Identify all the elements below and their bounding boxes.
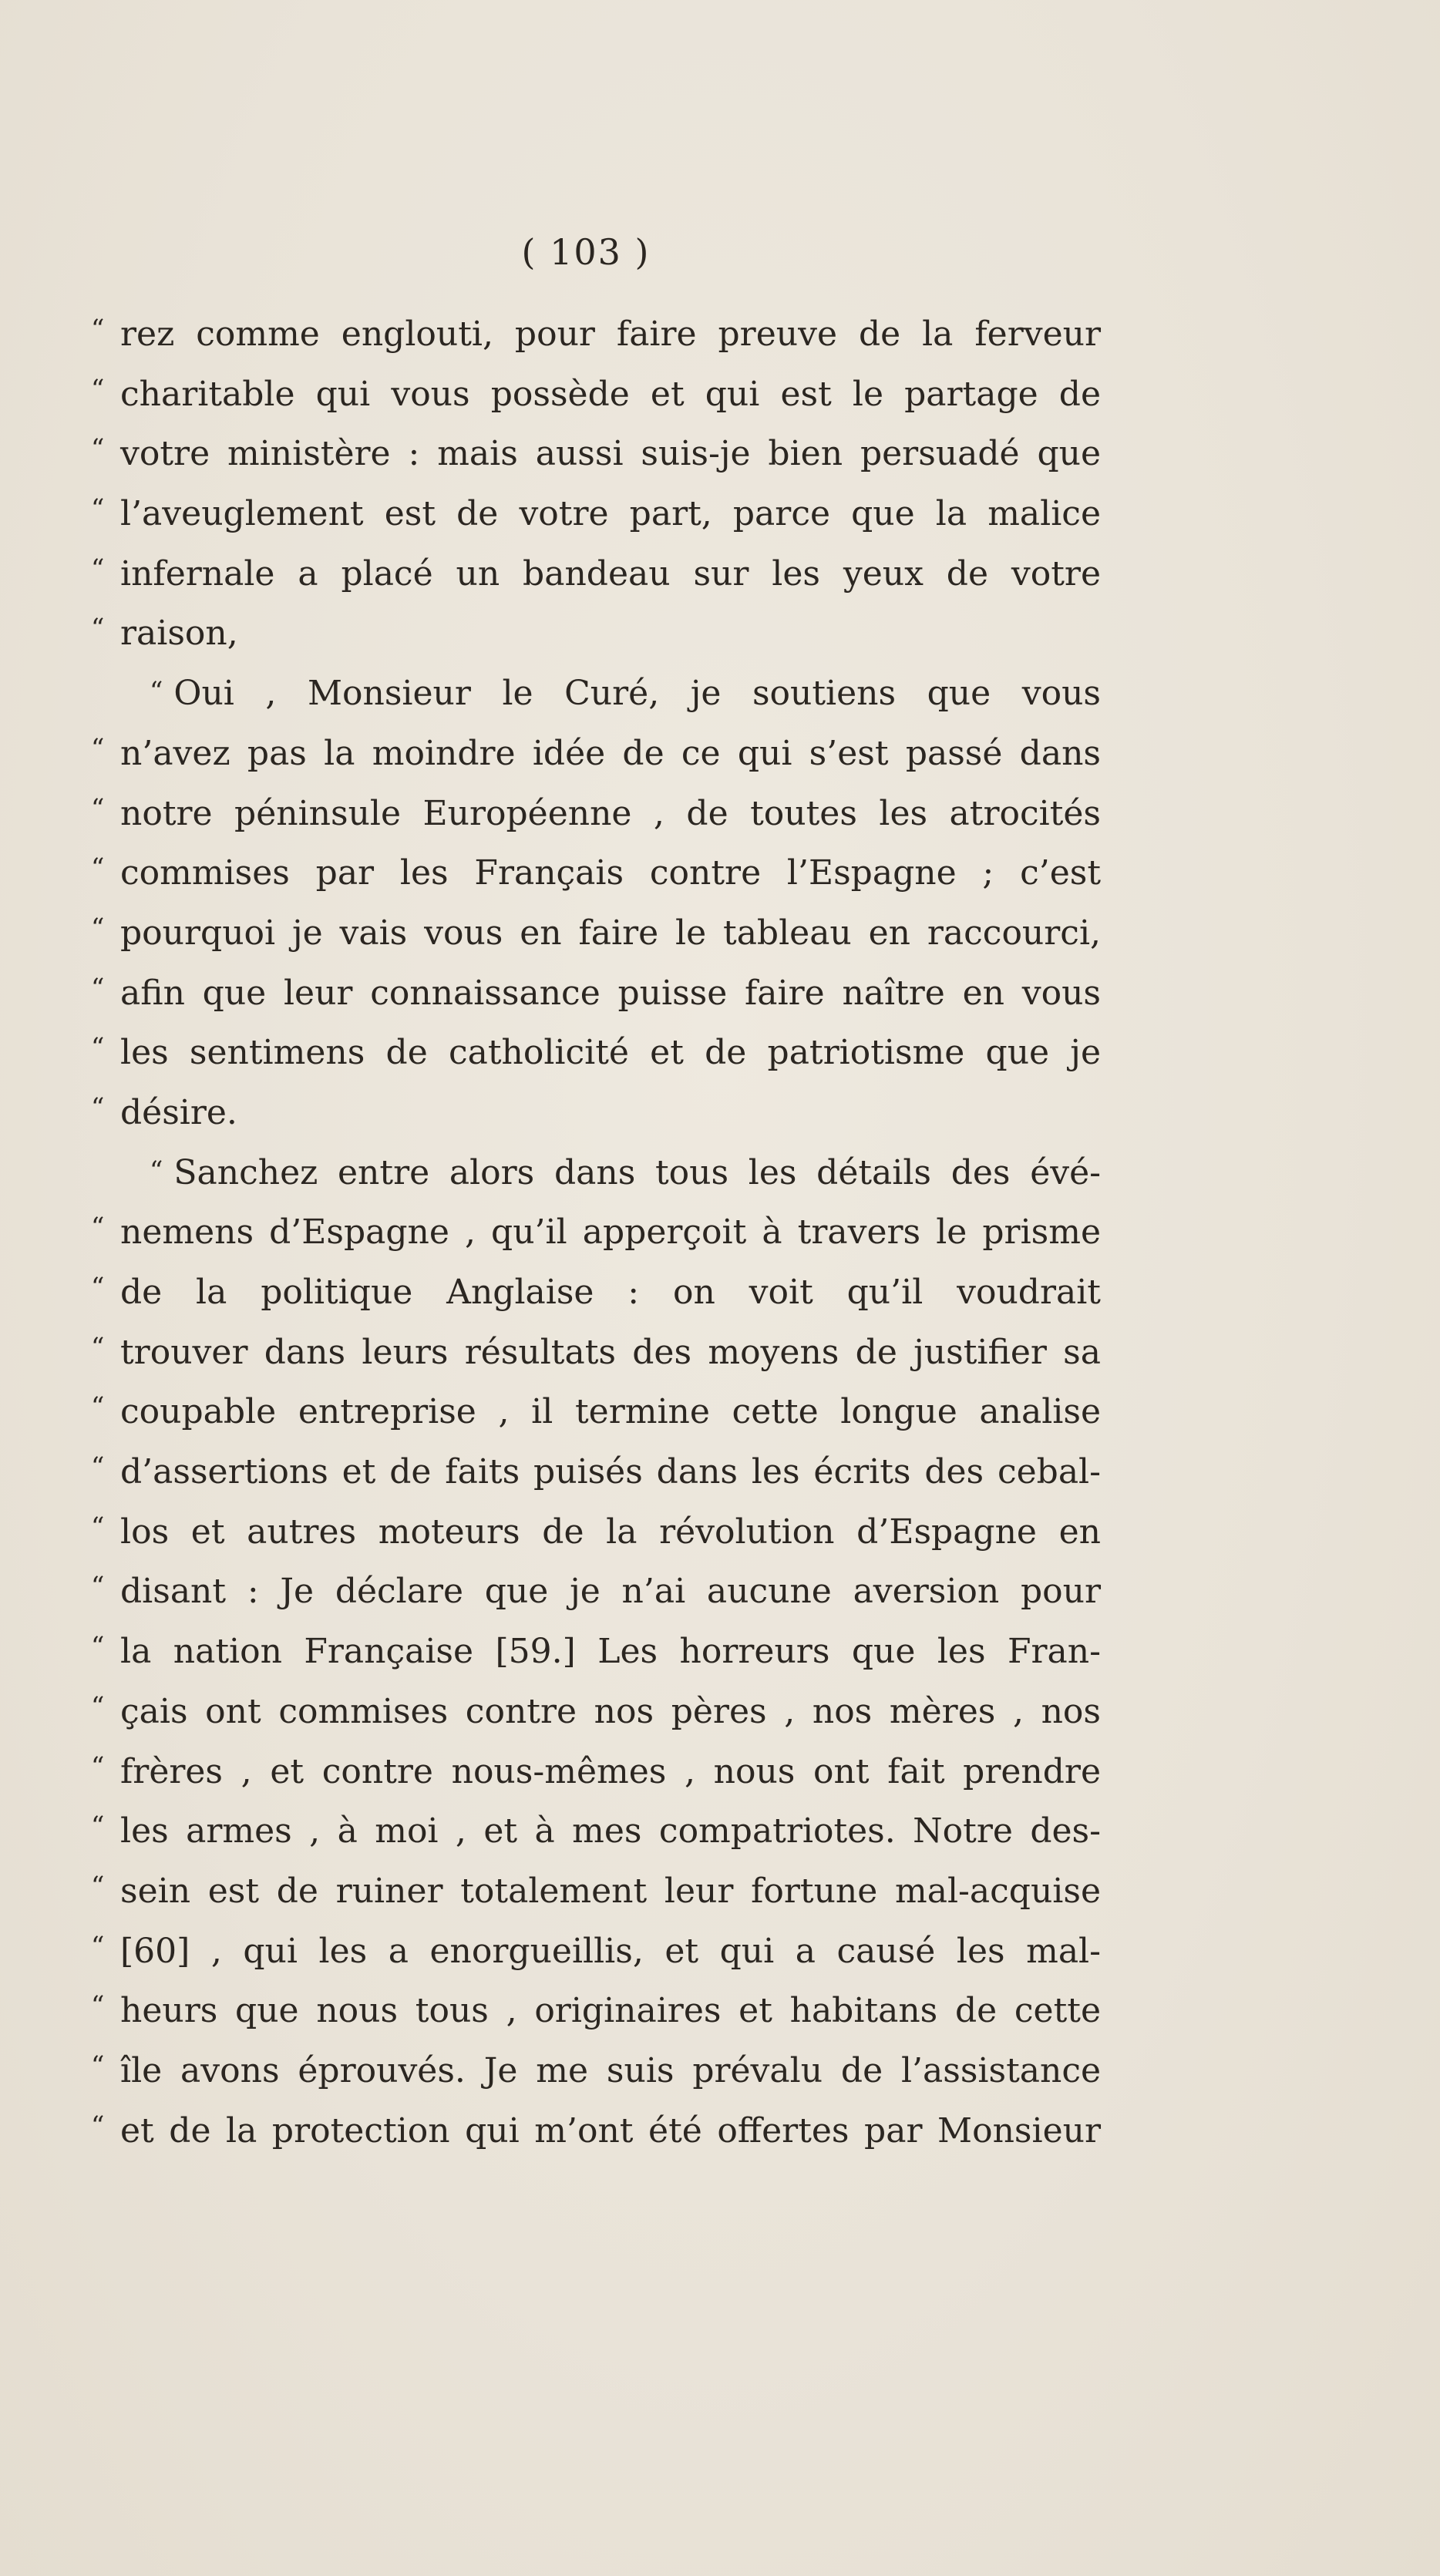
- quote-mark: “: [91, 732, 105, 764]
- line-text: désire.: [120, 1092, 237, 1132]
- quote-mark: “: [91, 2050, 105, 2081]
- quote-mark: “: [91, 1391, 105, 1423]
- line-text: los et autres moteurs de la révolution d’Espagne en: [120, 1512, 1101, 1552]
- line-text: sein est de ruiner totalement leur fortune mal-acquise: [120, 1871, 1101, 1911]
- quote-mark: “: [91, 912, 105, 943]
- text-line: [91, 1981, 1101, 2041]
- line-text: et de la protection qui m’ont été offertes par Monsieur: [120, 2110, 1101, 2151]
- quote-mark: “: [91, 853, 105, 884]
- quote-mark: “: [91, 1870, 105, 1902]
- quote-mark: “: [91, 553, 105, 584]
- line-text: île avons éprouvés. Je me suis prévalu de l’assistance: [120, 2050, 1101, 2090]
- line-text: Sanchez entre alors dans tous les détails des évé-: [173, 1152, 1101, 1192]
- quote-mark: “: [91, 1511, 105, 1542]
- quote-mark: “: [91, 1272, 105, 1303]
- line-text: coupable entreprise , il termine cette longue analise: [120, 1392, 1101, 1432]
- text-line: [91, 1023, 1101, 1083]
- text-line: [91, 843, 1101, 903]
- line-text: [60] , qui les a enorgueillis, et qui a causé les mal-: [120, 1931, 1101, 1971]
- quote-mark: “: [91, 792, 105, 824]
- line-text: la nation Française [59.] Les horreurs que les Fran-: [120, 1632, 1101, 1672]
- quote-mark: “: [91, 493, 105, 525]
- text-line: [91, 304, 1101, 365]
- quote-mark: “: [91, 2110, 105, 2141]
- quote-mark: “: [91, 1930, 105, 1962]
- text-line: [91, 1323, 1101, 1383]
- text-line: [91, 1682, 1101, 1742]
- text-line: [91, 2101, 1101, 2161]
- quote-mark: “: [91, 613, 105, 644]
- text-line: [91, 1861, 1101, 1922]
- text-line: [91, 1562, 1101, 1622]
- line-text: afin que leur connaissance puisse faire naître en vous: [120, 973, 1101, 1013]
- line-text: Oui , Monsieur le Curé, je soutiens que vous: [173, 674, 1101, 714]
- line-text: les armes , à moi , et à mes compatriotes. Notre des-: [120, 1811, 1101, 1851]
- quote-mark: “: [91, 1571, 105, 1602]
- text-line: [91, 664, 1101, 724]
- text-line: [91, 544, 1101, 604]
- line-text: de la politique Anglaise : on voit qu’il voudrait: [120, 1273, 1101, 1312]
- line-text: votre ministère : mais aussi suis-je bien persuadé que: [120, 434, 1101, 474]
- line-text: frères , et contre nous-mêmes , nous ont fait prendre: [120, 1751, 1101, 1791]
- text-line: [91, 963, 1101, 1024]
- quote-mark: “: [91, 1331, 105, 1363]
- text-line: [91, 784, 1101, 844]
- quote-mark: “: [91, 1451, 105, 1483]
- line-text: l’aveuglement est de votre part, parce que la malice: [120, 494, 1101, 534]
- text-line: [91, 1742, 1101, 1802]
- text-line: [91, 1202, 1101, 1263]
- line-text: rez comme englouti, pour faire preuve de la ferveur: [120, 314, 1101, 354]
- quote-mark: “: [91, 1091, 105, 1123]
- text-line: [91, 1922, 1101, 1982]
- text-line: [91, 1143, 1101, 1203]
- quote-mark: “: [91, 1631, 105, 1663]
- text-line: [91, 1382, 1101, 1442]
- line-text: les sentimens de catholicité et de patriotisme que je: [120, 1033, 1101, 1073]
- quote-mark: “: [150, 676, 163, 708]
- text-line: [91, 604, 1101, 664]
- text-line: [91, 1801, 1101, 1861]
- line-text: pourquoi je vais vous en faire le tableau en raccourci,: [120, 913, 1101, 953]
- quote-mark: “: [91, 1990, 105, 2022]
- text-line: [91, 1083, 1101, 1143]
- line-text: raison,: [120, 614, 238, 654]
- quote-mark: “: [91, 1212, 105, 1243]
- quote-mark: “: [91, 373, 105, 405]
- body-text: [91, 304, 1101, 2161]
- line-text: notre péninsule Européenne , de toutes les atrocités: [120, 793, 1101, 833]
- line-text: infernale a placé un bandeau sur les yeux de votre: [120, 553, 1101, 594]
- text-line: [91, 903, 1101, 963]
- quote-mark: “: [91, 1750, 105, 1782]
- text-line: [91, 1263, 1101, 1323]
- line-text: nemens d’Espagne , qu’il apperçoit à travers le prisme: [120, 1212, 1101, 1253]
- text-line: [91, 2041, 1101, 2101]
- page-number: ( 103 ): [521, 231, 651, 273]
- text-line: [91, 365, 1101, 425]
- text-line: [91, 1502, 1101, 1562]
- quote-mark: “: [91, 314, 105, 345]
- text-line: [91, 424, 1101, 484]
- quote-mark: “: [91, 1690, 105, 1722]
- text-line: [91, 724, 1101, 784]
- line-text: n’avez pas la moindre idée de ce qui s’est passé dans: [120, 733, 1101, 773]
- line-text: trouver dans leurs résultats des moyens de justifier sa: [120, 1332, 1101, 1372]
- line-text: heurs que nous tous , originaires et habitans de cette: [120, 1991, 1101, 2031]
- text-line: [91, 1622, 1101, 1682]
- quote-mark: “: [91, 1032, 105, 1064]
- quote-mark: “: [91, 1811, 105, 1842]
- quote-mark: “: [91, 972, 105, 1004]
- line-text: charitable qui vous possède et qui est le partage de: [120, 374, 1101, 414]
- quote-mark: “: [150, 1155, 163, 1186]
- text-line: [91, 1442, 1101, 1502]
- line-text: çais ont commises contre nos pères , nos mères , nos: [120, 1691, 1101, 1731]
- line-text: disant : Je déclare que je n’ai aucune aversion pour: [120, 1572, 1101, 1612]
- line-text: d’assertions et de faits puisés dans les écrits des cebal-: [120, 1452, 1101, 1492]
- quote-mark: “: [91, 433, 105, 465]
- text-line: [91, 484, 1101, 544]
- line-text: commises par les Français contre l’Espagne ; c’est: [120, 853, 1101, 893]
